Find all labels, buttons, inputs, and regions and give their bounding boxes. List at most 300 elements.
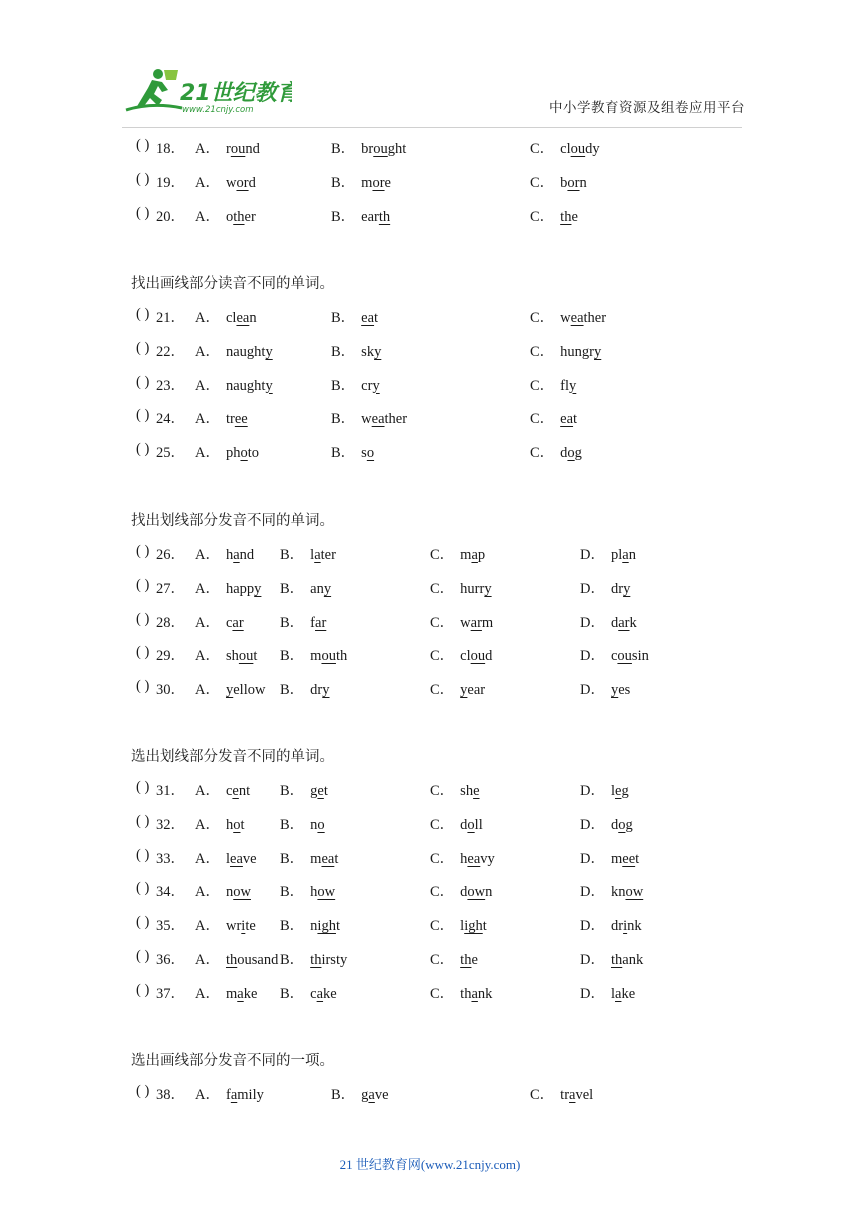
word-part: nk xyxy=(477,985,493,1002)
word-part: s xyxy=(361,445,367,462)
section-instruction: 找出画线部分读音不同的单词。 xyxy=(131,276,334,292)
underlined-letters: a xyxy=(622,547,629,563)
option-a: A． thousand xyxy=(195,952,279,968)
option-letter: C xyxy=(530,310,540,326)
option-c: C． she xyxy=(430,783,480,799)
underlined-letters: ar xyxy=(618,614,630,631)
question-number: 24． xyxy=(156,411,185,428)
option-letter: C xyxy=(530,141,540,157)
underlined-letters: y xyxy=(265,377,273,394)
word-part: naught xyxy=(225,377,266,394)
option-b: B． earth xyxy=(331,208,391,225)
option-letter: B xyxy=(280,614,290,631)
option-letter: D xyxy=(580,547,591,563)
option-c: C． heavy xyxy=(430,850,495,867)
underlined-letters: y xyxy=(374,343,382,360)
underlined-letters: y xyxy=(323,580,332,597)
word-part: w xyxy=(361,411,372,428)
option-letter: B xyxy=(280,884,290,901)
underlined-letters: y xyxy=(460,682,468,699)
question-row xyxy=(136,543,756,565)
answer-blank[interactable]: ( ) xyxy=(136,914,150,931)
option-b: B． cry xyxy=(331,377,380,394)
word-part: n xyxy=(628,547,636,563)
question-number: 29． xyxy=(156,648,185,665)
question-number: 21． xyxy=(156,310,185,326)
option-c: C． down xyxy=(430,884,493,901)
option-letter: D xyxy=(580,985,591,1002)
underlined-letters: th xyxy=(310,952,322,968)
option-c: C． travel xyxy=(530,1087,594,1103)
word-part: dr xyxy=(610,580,624,597)
section-instruction: 找出划线部分发音不同的单词。 xyxy=(131,513,334,529)
option-d: D． drink xyxy=(580,918,642,935)
option-letter: B xyxy=(331,1087,341,1103)
word-part: w xyxy=(460,614,471,631)
answer-blank[interactable]: ( ) xyxy=(136,339,150,356)
question-number: 37． xyxy=(156,985,185,1002)
underlined-letters: e xyxy=(615,783,622,799)
word-part: d xyxy=(610,816,619,833)
word-part: m xyxy=(361,174,373,191)
underlined-letters: a xyxy=(368,1087,375,1103)
question-number: 27． xyxy=(156,580,185,597)
word-part: g xyxy=(310,783,318,799)
option-c: C． cloud xyxy=(430,648,493,665)
logo-url: www.21cnjy.com xyxy=(182,105,254,115)
page-header xyxy=(0,0,860,130)
underlined-letters: e xyxy=(232,783,239,799)
option-b: B． meat xyxy=(280,850,339,867)
option-b: B． eat xyxy=(331,310,379,326)
underlined-letters: th xyxy=(460,952,472,968)
underlined-letters: ar xyxy=(315,614,327,631)
word-part: nt xyxy=(238,783,251,799)
answer-blank[interactable]: ( ) xyxy=(136,812,150,829)
option-a: A． happy xyxy=(195,580,262,597)
option-letter: D xyxy=(580,850,591,867)
option-letter: C xyxy=(530,343,540,360)
option-letter: C xyxy=(430,985,440,1002)
underlined-letters: ea xyxy=(236,310,250,326)
question-row xyxy=(136,678,756,700)
word-part: ther xyxy=(384,411,408,428)
option-letter: A xyxy=(195,174,206,191)
option-letter: C xyxy=(430,884,440,901)
question-number: 20． xyxy=(156,208,185,225)
option-b: B． weather xyxy=(331,411,408,428)
underlined-letters: ee xyxy=(622,850,636,867)
word-part: t xyxy=(335,918,340,935)
underlined-letters: y xyxy=(610,682,619,699)
word-part: g xyxy=(361,1087,369,1103)
word-part: cr xyxy=(361,377,373,394)
word-part: c xyxy=(225,614,233,631)
underlined-letters: o xyxy=(317,816,325,833)
underlined-letters: ou xyxy=(321,648,336,665)
option-b: B． thirsty xyxy=(280,952,348,968)
underlined-letters: a xyxy=(314,547,321,563)
option-d: D． thank xyxy=(580,952,644,968)
word-part: t xyxy=(253,648,258,665)
word-part: t xyxy=(635,850,640,867)
word-part: br xyxy=(361,141,374,157)
option-letter: B xyxy=(331,208,341,225)
underlined-letters: or xyxy=(236,174,249,191)
word-part: l xyxy=(610,985,616,1002)
header-divider xyxy=(122,127,742,128)
option-letter: A xyxy=(195,580,206,597)
logo-title: 21世纪教育 xyxy=(180,81,292,106)
underlined-letters: ea xyxy=(361,310,375,326)
option-c: C． hungry xyxy=(530,343,602,360)
word-part: d xyxy=(460,884,468,901)
word-part: tr xyxy=(560,1087,570,1103)
option-letter: A xyxy=(195,648,206,665)
option-letter: B xyxy=(280,952,290,968)
question-row xyxy=(136,441,756,463)
underlined-letters: o xyxy=(567,445,575,462)
option-letter: B xyxy=(331,445,341,462)
option-letter: C xyxy=(430,952,440,968)
word-part: ke xyxy=(243,985,258,1002)
underlined-letters: th xyxy=(610,952,623,968)
word-part: d xyxy=(485,648,493,665)
word-part: nd xyxy=(245,141,260,157)
underlined-letters: i xyxy=(241,918,246,935)
word-part: m xyxy=(481,614,494,631)
option-letter: B xyxy=(331,310,341,326)
option-d: D． know xyxy=(580,884,644,901)
word-part: m xyxy=(310,850,322,867)
word-part: t xyxy=(240,816,245,833)
question-row xyxy=(136,611,756,633)
word-part: er xyxy=(244,208,256,225)
word-part: n xyxy=(310,918,318,935)
answer-blank[interactable]: ( ) xyxy=(136,981,150,998)
word-part: ter xyxy=(320,547,336,563)
word-part: g xyxy=(621,783,629,799)
word-part: nd xyxy=(239,547,255,563)
answer-blank[interactable]: ( ) xyxy=(136,373,150,390)
underlined-letters: ar xyxy=(470,614,482,631)
word-part: dy xyxy=(585,141,600,157)
answer-blank[interactable]: ( ) xyxy=(136,1083,150,1099)
option-letter: B xyxy=(331,141,341,157)
word-part: es xyxy=(618,682,631,699)
underlined-letters: o xyxy=(240,445,248,462)
option-a: A． now xyxy=(195,884,251,901)
underlined-letters: ou xyxy=(230,141,246,157)
word-part: ther xyxy=(583,310,607,326)
word-part: ank xyxy=(622,952,644,968)
word-part: l xyxy=(225,850,231,867)
question-row xyxy=(136,407,756,429)
option-a: A． other xyxy=(195,208,256,225)
logo xyxy=(122,66,292,116)
option-c: C． born xyxy=(530,174,587,191)
word-part: c xyxy=(610,648,618,665)
word-part: e xyxy=(471,952,478,968)
question-number: 18． xyxy=(156,141,185,157)
header-platform-text: 中小学教育资源及组卷应用平台 xyxy=(549,100,745,116)
word-part: ke xyxy=(621,985,636,1002)
option-c: C． the xyxy=(530,208,578,225)
question-number: 30． xyxy=(156,682,185,699)
word-part: ve xyxy=(242,850,257,867)
answer-blank[interactable]: ( ) xyxy=(136,576,150,593)
option-c: C． cloudy xyxy=(530,141,600,157)
option-letter: B xyxy=(280,918,290,935)
option-letter: B xyxy=(280,648,290,665)
underlined-letters: ea xyxy=(560,411,574,428)
question-row xyxy=(136,306,756,328)
question-row xyxy=(136,340,756,362)
question-number: 23． xyxy=(156,377,185,394)
word-part: e xyxy=(384,174,391,191)
question-row xyxy=(136,1083,756,1105)
word-part: l xyxy=(610,783,616,799)
underlined-letters: ow xyxy=(233,884,251,901)
word-part: hurr xyxy=(460,580,485,597)
word-part: ousand xyxy=(237,952,279,968)
option-d: D． dry xyxy=(580,580,631,597)
option-d: D． meet xyxy=(580,850,640,867)
word-part: m xyxy=(310,648,322,665)
word-part: wr xyxy=(225,918,242,935)
option-letter: C xyxy=(430,783,440,799)
page-footer: 21 世纪教育网(www.21cnjy.com) xyxy=(339,1157,521,1172)
question-row xyxy=(136,205,756,227)
answer-blank[interactable]: ( ) xyxy=(136,846,150,863)
option-c: C． map xyxy=(430,547,486,563)
underlined-letters: a xyxy=(471,985,478,1002)
option-letter: C xyxy=(430,614,440,631)
option-a: A． leave xyxy=(195,850,257,867)
option-b: B． far xyxy=(280,614,327,631)
option-c: C． dog xyxy=(530,445,582,462)
answer-blank[interactable]: ( ) xyxy=(136,610,150,627)
question-row xyxy=(136,374,756,396)
answer-blank[interactable]: ( ) xyxy=(136,948,150,964)
option-a: A． clean xyxy=(195,310,257,326)
underlined-letters: y xyxy=(225,682,234,699)
underlined-letters: ea xyxy=(467,850,481,867)
word-part: h xyxy=(225,547,234,563)
word-part: t xyxy=(374,310,379,326)
option-b: B． brought xyxy=(331,141,407,157)
option-letter: B xyxy=(280,682,290,699)
option-letter: B xyxy=(331,411,341,428)
word-part: h xyxy=(225,816,234,833)
word-part: f xyxy=(225,1087,231,1103)
answer-blank[interactable]: ( ) xyxy=(136,306,150,322)
underlined-letters: o xyxy=(366,445,375,462)
answer-blank[interactable]: ( ) xyxy=(136,407,150,424)
option-letter: C xyxy=(430,580,440,597)
question-number: 19． xyxy=(156,174,185,191)
word-part: n xyxy=(310,816,318,833)
option-a: A． tree xyxy=(195,411,248,428)
option-c: C． light xyxy=(430,918,487,935)
underlined-letters: ar xyxy=(232,614,244,631)
underlined-letters: a xyxy=(230,1087,238,1103)
word-part: sk xyxy=(361,343,375,360)
answer-blank[interactable]: ( ) xyxy=(136,170,150,187)
option-letter: A xyxy=(195,445,206,462)
word-part: n xyxy=(249,310,257,326)
answer-blank[interactable]: ( ) xyxy=(136,678,150,695)
word-part: irsty xyxy=(321,952,348,968)
option-letter: A xyxy=(195,783,206,799)
option-d: D． cousin xyxy=(580,648,649,665)
word-part: te xyxy=(245,918,256,935)
underlined-letters: e xyxy=(317,783,324,799)
option-a: A． cent xyxy=(195,783,251,799)
option-letter: B xyxy=(331,377,341,394)
option-letter: C xyxy=(430,648,440,665)
word-part: vel xyxy=(575,1087,594,1103)
word-part: ear xyxy=(467,682,486,699)
option-letter: B xyxy=(280,985,290,1002)
word-part: g xyxy=(625,816,633,833)
underlined-letters: ea xyxy=(570,310,584,326)
option-c: C． eat xyxy=(530,411,578,428)
word-part: r xyxy=(225,141,231,157)
underlined-letters: a xyxy=(237,985,244,1002)
word-part: d xyxy=(610,614,619,631)
word-part: ve xyxy=(374,1087,389,1103)
option-letter: D xyxy=(580,816,591,833)
option-b: B． get xyxy=(280,783,328,799)
underlined-letters: igh xyxy=(317,918,336,935)
option-b: B． any xyxy=(280,580,332,597)
option-letter: C xyxy=(430,816,440,833)
word-part: w xyxy=(560,310,571,326)
underlined-letters: e xyxy=(473,783,480,799)
word-part: l xyxy=(460,918,465,935)
option-letter: D xyxy=(580,918,591,935)
word-part: to xyxy=(247,445,260,462)
word-part: g xyxy=(574,445,582,462)
answer-blank[interactable]: ( ) xyxy=(136,880,150,897)
word-part: b xyxy=(560,174,568,191)
option-b: B． more xyxy=(331,174,391,191)
underlined-letters: th xyxy=(378,208,391,225)
answer-blank[interactable]: ( ) xyxy=(136,543,150,559)
underlined-letters: igh xyxy=(464,918,483,935)
answer-blank[interactable]: ( ) xyxy=(136,137,150,153)
question-row xyxy=(136,847,756,869)
underlined-letters: i xyxy=(623,918,628,935)
question-number: 26． xyxy=(156,547,185,563)
underlined-letters: th xyxy=(560,208,572,225)
option-letter: B xyxy=(331,343,341,360)
word-part: ph xyxy=(225,445,241,462)
question-number: 28． xyxy=(156,614,185,631)
option-letter: C xyxy=(530,377,540,394)
option-letter: A xyxy=(195,614,206,631)
option-letter: C xyxy=(430,682,440,699)
option-letter: B xyxy=(280,580,290,597)
question-number: 38． xyxy=(156,1087,185,1103)
answer-blank[interactable]: ( ) xyxy=(136,644,150,661)
option-a: A． yellow xyxy=(195,682,266,699)
word-part: ght xyxy=(387,141,407,157)
option-letter: D xyxy=(580,783,591,799)
option-letter: D xyxy=(580,614,591,631)
underlined-letters: or xyxy=(372,174,385,191)
word-part: ear xyxy=(361,208,379,225)
option-letter: C xyxy=(530,445,540,462)
option-letter: A xyxy=(195,682,206,699)
question-number: 33． xyxy=(156,850,185,867)
word-part: mily xyxy=(237,1087,264,1103)
option-d: D． lake xyxy=(580,985,636,1002)
option-letter: A xyxy=(195,850,206,867)
word-part: vy xyxy=(480,850,495,867)
question-number: 35． xyxy=(156,918,185,935)
option-b: B． later xyxy=(280,547,336,563)
underlined-letters: ou xyxy=(470,648,486,665)
word-part: h xyxy=(310,884,318,901)
option-c: C． doll xyxy=(430,816,483,833)
answer-blank[interactable]: ( ) xyxy=(136,441,150,458)
underlined-letters: ou xyxy=(373,141,388,157)
underlined-letters: a xyxy=(615,985,622,1002)
word-part: o xyxy=(225,208,234,225)
option-letter: B xyxy=(280,547,290,563)
underlined-letters: th xyxy=(225,952,238,968)
section-instruction: 选出划线部分发音不同的单词。 xyxy=(131,749,334,765)
option-b: B． dry xyxy=(280,682,330,699)
option-b: B． sky xyxy=(331,343,382,360)
word-part: th xyxy=(460,985,472,1002)
underlined-letters: ea xyxy=(321,850,335,867)
option-b: B． mouth xyxy=(280,648,348,665)
option-c: C． hurry xyxy=(430,580,492,597)
option-a: A． shout xyxy=(195,648,258,665)
option-a: A． hot xyxy=(195,816,245,833)
answer-blank[interactable]: ( ) xyxy=(136,204,150,221)
option-letter: C xyxy=(530,208,540,225)
question-row xyxy=(136,813,756,835)
underlined-letters: y xyxy=(484,580,492,597)
underlined-letters: a xyxy=(316,985,324,1002)
word-part: m xyxy=(610,850,623,867)
option-b: B． cake xyxy=(280,985,337,1002)
option-letter: D xyxy=(580,648,591,665)
underlined-letters: ee xyxy=(234,411,248,428)
option-letter: A xyxy=(195,952,206,968)
option-letter: C xyxy=(430,547,440,563)
option-letter: A xyxy=(195,918,206,935)
answer-blank[interactable]: ( ) xyxy=(136,779,150,795)
question-row xyxy=(136,644,756,666)
option-a: A． write xyxy=(195,918,256,935)
word-part: pl xyxy=(610,547,623,563)
underlined-letters: y xyxy=(569,377,577,394)
underlined-letters: th xyxy=(233,208,245,225)
word-part: fl xyxy=(560,377,570,394)
option-letter: A xyxy=(195,310,206,326)
option-letter: A xyxy=(195,1087,206,1103)
logo-runner-icon xyxy=(122,66,292,116)
option-d: D． dark xyxy=(580,614,637,631)
option-a: A． photo xyxy=(195,445,260,462)
option-letter: C xyxy=(530,1087,540,1103)
option-a: A． naughty xyxy=(195,377,273,394)
